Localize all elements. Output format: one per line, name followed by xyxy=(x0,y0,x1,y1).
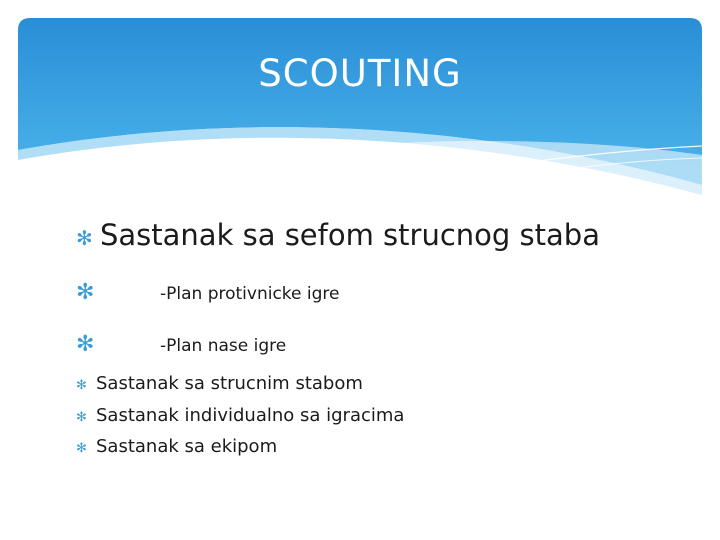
asterisk-bullet-icon: ✻ xyxy=(76,332,95,357)
bullet-text: Sastanak sa ekipom xyxy=(96,436,278,457)
asterisk-bullet-icon: ✻ xyxy=(76,378,87,393)
bullet-text: Sastanak sa sefom strucnog staba xyxy=(100,218,600,252)
bullet-item xyxy=(76,218,600,252)
bullet-text: -Plan nase igre xyxy=(160,336,287,356)
bullet-item xyxy=(76,405,404,426)
bullet-item xyxy=(76,280,340,305)
bullet-text: Sastanak sa strucnim stabom xyxy=(96,373,363,394)
bullet-text: -Plan protivnicke igre xyxy=(160,284,340,304)
bullet-item xyxy=(76,436,277,457)
asterisk-bullet-icon: ✻ xyxy=(76,441,87,456)
bullet-item xyxy=(76,373,363,394)
asterisk-bullet-icon: ✻ xyxy=(76,410,87,425)
asterisk-bullet-icon: ✻ xyxy=(76,280,95,305)
bullet-text: Sastanak individualno sa igracima xyxy=(96,405,405,426)
asterisk-bullet-icon: ✻ xyxy=(76,226,93,250)
bullet-item xyxy=(76,332,286,357)
slide-title: SCOUTING xyxy=(258,52,462,95)
